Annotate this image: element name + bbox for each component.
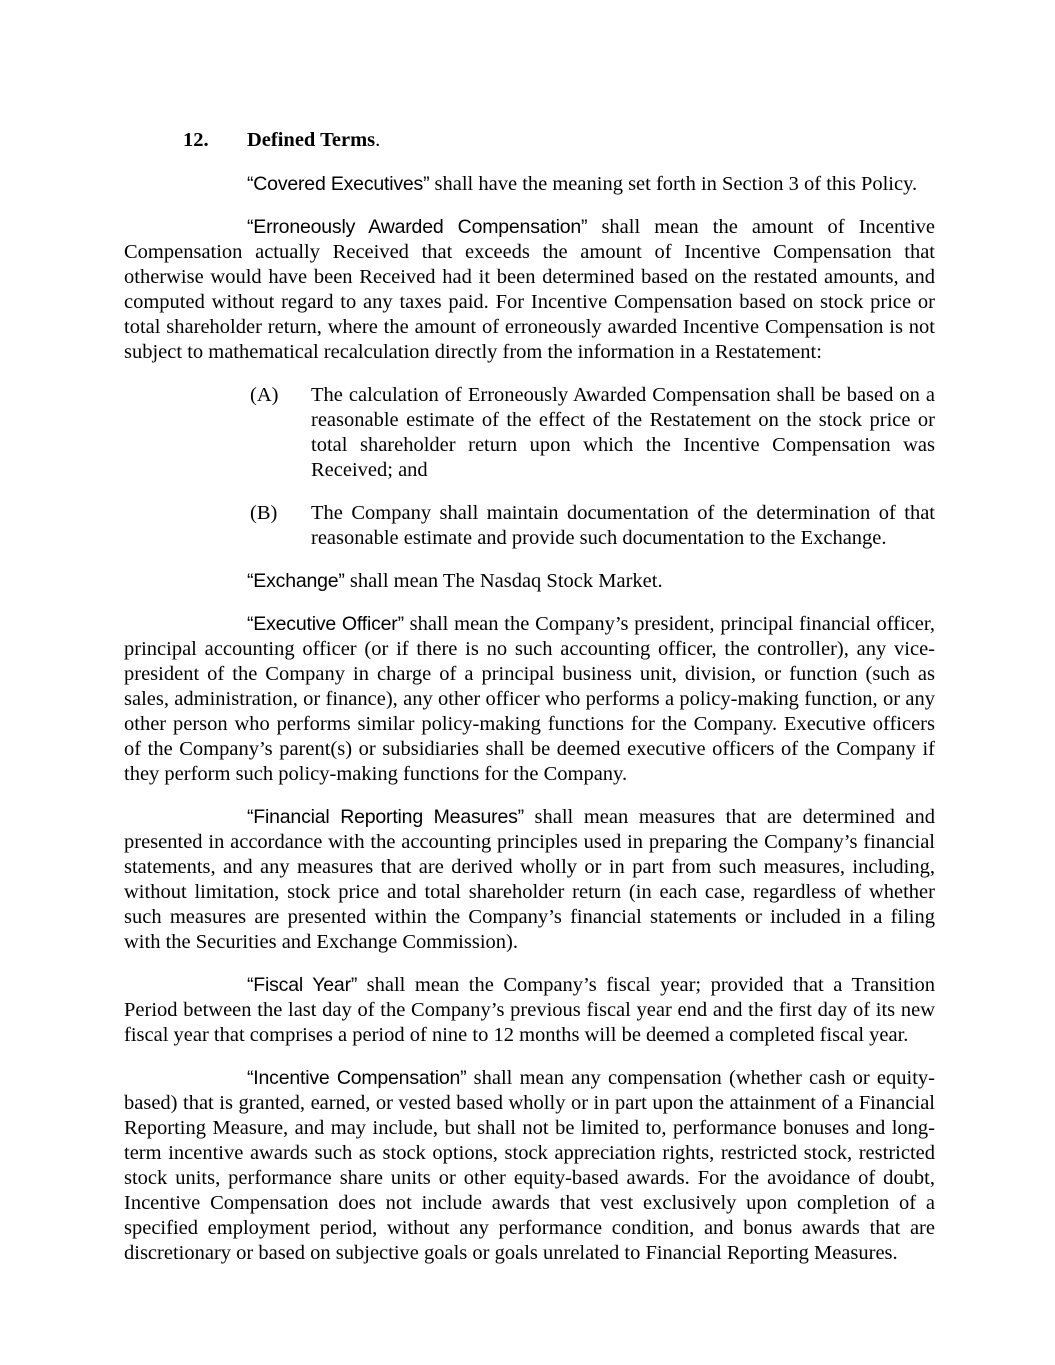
paragraph-exchange [124,569,935,594]
sub-item-a-text: The calculation of Erroneously Awarded Compensation shall be based on a reasonable estimate of the effect of the Restatement on the stock price or total shareholder return upon which the Incentive Compensation was Received; and [311,384,935,481]
paragraph-executive-officer [124,612,935,787]
sub-item-a-label: (A) [250,384,279,406]
defined-term-incentive-compensation: “Incentive Compensation” [247,1067,467,1089]
sub-item-b [124,501,935,551]
definition-body: shall mean The Nasdaq Stock Market. [344,570,663,592]
paragraph-fiscal-year [124,973,935,1048]
definition-body: shall mean the Company’s fiscal year; provided that a Transition Period between the last day of the Company’s previous fiscal year end and the first day of its new fiscal year that comprises a period of nine to 12 months will be deemed a completed fiscal year. [124,974,935,1046]
sub-item-b-text: The Company shall maintain documentation of the determination of that reasonable estimate and provide such documentation to the Exchange. [311,502,935,549]
defined-term-financial-reporting-measures: “Financial Reporting Measures” [247,806,524,828]
defined-term-covered-executives: “Covered Executives” [247,173,430,195]
paragraph-erroneously-awarded-compensation [124,215,935,365]
defined-term-executive-officer: “Executive Officer” [247,613,404,635]
sub-item-a [124,383,935,483]
definition-body: shall mean any compensation (whether cash or equity-based) that is granted, earned, or vested based wholly or in part upon the attainment of a Financial Reporting Measure, and may include, but shall not be limited to, performance bonuses and long-term incentive awards such as stock options, stock appreciation rights, restricted stock, restricted stock units, performance share units or other equity-based awards. For the avoidance of doubt, Incentive Compensation does not include awards that vest exclusively upon completion of a specified employment period, without any performance condition, and bonus awards that are discretionary or based on subjective goals or goals unrelated to Financial Reporting Measures. [124,1067,935,1264]
defined-term-erroneously-awarded-compensation: “Erroneously Awarded Compensation” [247,216,588,238]
defined-term-fiscal-year: “Fiscal Year” [247,974,358,996]
definition-body: shall have the meaning set forth in Section 3 of this Policy. [429,173,918,195]
definition-body: shall mean the Company’s president, principal financial officer, principal accounting officer (or if there is no such accounting officer, the controller), any vice-president of the Company in charge of a principal business unit, division, or function (such as sales, administration, or finance), any other officer who performs a policy-making function, or any other person who performs similar policy-making functions for the Company. Executive officers of the Company’s parent(s) or subsidiaries shall be deemed executive officers of the Company if they perform such policy-making functions for the Company. [124,613,935,785]
sub-item-b-label: (B) [250,502,278,524]
section-heading [124,128,935,153]
paragraph-incentive-compensation [124,1066,935,1266]
section-number: 12. [183,129,209,151]
definition-body: shall mean measures that are determined and presented in accordance with the accounting principles used in preparing the Company’s financial statements, and any measures that are derived wholly or in part from such measures, including, without limitation, stock price and total shareholder return (in each case, regardless of whether such measures are presented within the Company’s financial statements or included in a filing with the Securities and Exchange Commission). [124,806,935,953]
definition-body: shall mean the amount of Incentive Compensation actually Received that exceeds the amount of Incentive Compensation that otherwise would have been Received had it been determined based on the restated amounts, and computed without regard to any taxes paid. For Incentive Compensation based on stock price or total shareholder return, where the amount of erroneously awarded Incentive Compensation is not subject to mathematical recalculation directly from the information in a Restatement: [124,216,935,363]
section-title: Defined Terms [247,129,376,151]
paragraph-financial-reporting-measures [124,805,935,955]
defined-term-exchange: “Exchange” [247,570,345,592]
section-title-period: . [375,129,381,151]
paragraph-covered-executives [124,172,935,197]
